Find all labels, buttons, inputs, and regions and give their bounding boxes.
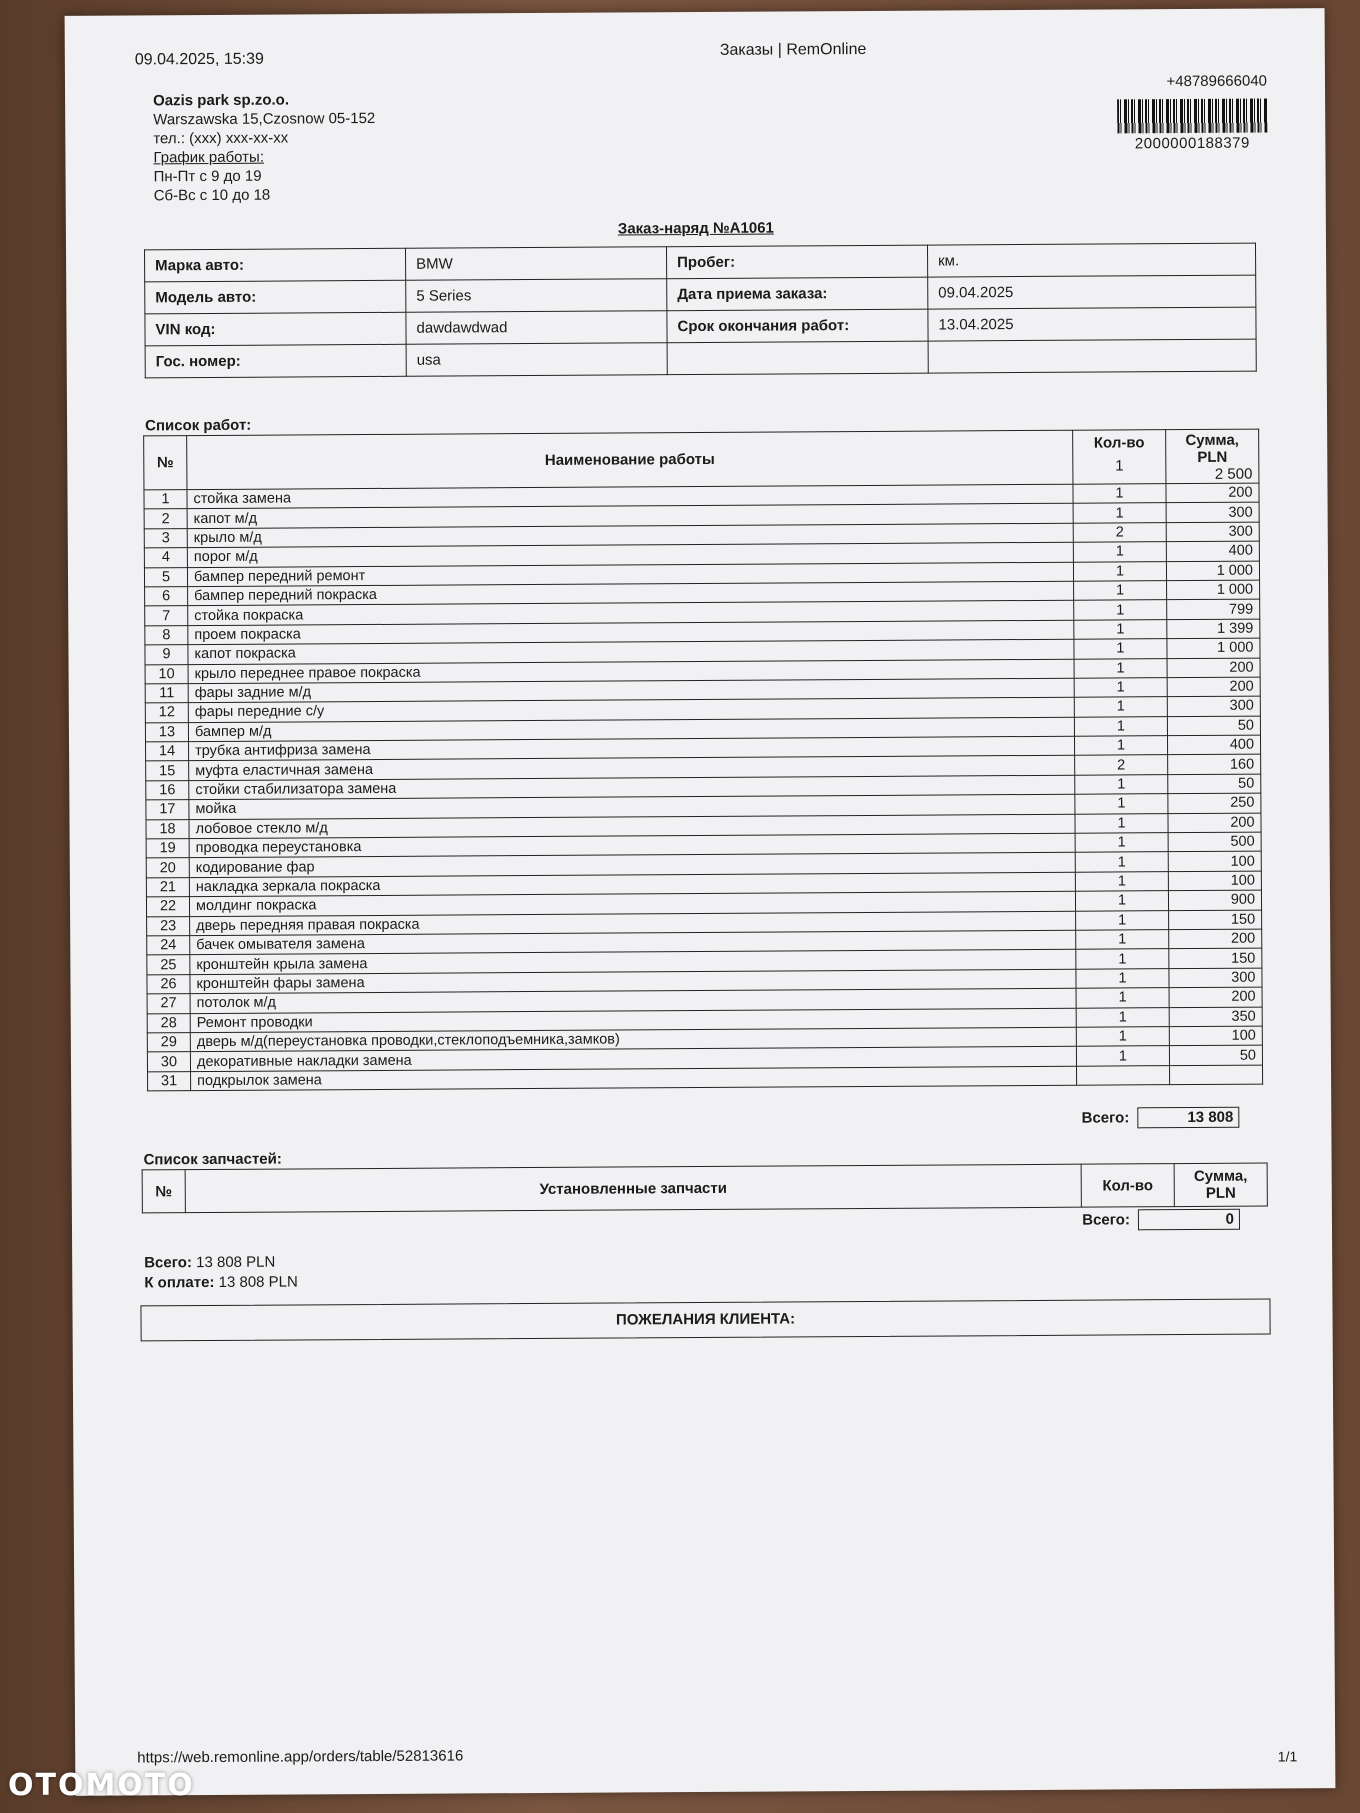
row-name: трубка антифриза замена: [189, 736, 1075, 761]
row-qty: 1: [1073, 503, 1166, 523]
row-number: 8: [145, 625, 188, 645]
row-number: 17: [146, 800, 189, 820]
company-name: Oazis park sp.zo.o.: [153, 91, 290, 110]
row-number: 27: [147, 994, 190, 1014]
end-date-label: Срок окончания работ:: [667, 309, 928, 343]
plate-label: Гос. номер:: [145, 344, 406, 378]
row-qty: 1: [1076, 1046, 1169, 1066]
row-name: проводка переустановка: [189, 833, 1075, 858]
row-number: 7: [145, 606, 188, 626]
row-qty: 1: [1076, 988, 1169, 1008]
row-sum: 100: [1169, 1026, 1262, 1046]
row-sum: 400: [1167, 735, 1260, 755]
works-header-sum: 2 500: [1214, 465, 1253, 483]
row-name: бампер передний покраска: [188, 581, 1074, 606]
row-qty: 1: [1076, 930, 1169, 950]
row-name: проем покраска: [188, 620, 1074, 645]
row-sum: 350: [1169, 1007, 1262, 1027]
row-qty: 1: [1073, 484, 1166, 504]
row-qty: 1: [1075, 833, 1168, 853]
summary-block: [144, 1252, 298, 1293]
mileage-label: Пробег:: [666, 245, 927, 279]
row-name: накладка зеркала покраска: [189, 872, 1075, 897]
row-number: 3: [144, 528, 187, 548]
works-total-value: 13 808: [1137, 1107, 1239, 1129]
row-sum: 1 000: [1167, 580, 1260, 600]
row-name: декоративные накладки замена: [190, 1047, 1076, 1072]
row-qty: 1: [1073, 561, 1166, 581]
row-sum: 50: [1169, 1045, 1262, 1065]
row-sum: 300: [1166, 502, 1259, 522]
row-sum: 300: [1167, 696, 1260, 716]
row-number: 2: [144, 509, 187, 529]
row-sum: 200: [1169, 987, 1262, 1007]
row-number: 11: [145, 684, 188, 704]
works-total: [1082, 1107, 1240, 1129]
row-qty: 2: [1073, 522, 1166, 542]
row-sum: 1 000: [1167, 638, 1260, 658]
plate-value: usa: [406, 343, 667, 377]
row-number: 23: [147, 916, 190, 936]
row-qty: 1: [1076, 1007, 1169, 1027]
row-qty: 2: [1075, 755, 1168, 775]
row-number: 4: [144, 548, 187, 568]
row-sum: 100: [1168, 851, 1261, 871]
row-sum: 1 399: [1167, 619, 1260, 639]
row-qty: 1: [1075, 891, 1168, 911]
row-name: кодирование фар: [189, 853, 1075, 878]
row-sum: [1170, 1065, 1263, 1085]
model-label: Модель авто:: [145, 280, 406, 314]
parts-total-label: Всего:: [1082, 1211, 1131, 1229]
row-name: дверь передняя правая покраска: [190, 911, 1076, 936]
row-name: фары передние с/у: [188, 698, 1074, 723]
footer-page-number: 1/1: [1277, 1748, 1298, 1765]
row-name: крыло м/д: [187, 523, 1073, 548]
row-name: фары задние м/д: [188, 678, 1074, 703]
row-sum: 200: [1167, 677, 1260, 697]
row-name: стойка покраска: [188, 601, 1074, 626]
works-table: [143, 429, 1263, 1092]
schedule-weekend: Сб-Вс с 10 до 18: [153, 186, 271, 205]
print-datetime: 09.04.2025, 15:39: [134, 50, 264, 69]
row-number: 13: [145, 722, 188, 742]
row-name: кронштейн фары замена: [190, 969, 1076, 994]
accept-date-label: Дата приема заказа:: [667, 277, 928, 311]
row-qty: 1: [1075, 813, 1168, 833]
row-name: бампер передний ремонт: [187, 562, 1073, 587]
parts-col-qty: Кол-во: [1081, 1164, 1174, 1208]
summary-pay-label: К оплате:: [144, 1273, 215, 1292]
row-name: капот м/д: [187, 504, 1073, 529]
row-name: Ремонт проводки: [190, 1008, 1076, 1033]
row-name: бачек омывателя замена: [190, 930, 1076, 955]
vin-value: dawdawdwad: [406, 311, 667, 345]
barcode-bars: [1117, 99, 1267, 134]
footer-url: https://web.remonline.app/orders/table/52813616: [137, 1747, 464, 1767]
row-qty: 1: [1074, 581, 1167, 601]
schedule-title: График работы:: [153, 148, 265, 167]
row-qty: 1: [1075, 871, 1168, 891]
row-qty: 1: [1075, 794, 1168, 814]
row-number: 22: [146, 897, 189, 917]
row-sum: 300: [1166, 522, 1259, 542]
row-number: 14: [146, 742, 189, 762]
row-qty: 1: [1074, 619, 1167, 639]
order-document: [65, 8, 1336, 1796]
row-sum: 50: [1168, 774, 1261, 794]
works-col-name: Наименование работы: [187, 430, 1073, 489]
row-name: молдинг покраска: [189, 891, 1075, 916]
empty-cell: [667, 341, 928, 375]
end-date-value: 13.04.2025: [928, 307, 1256, 341]
row-qty: 1: [1073, 542, 1166, 562]
works-col-sum-label: Сумма, PLN: [1185, 431, 1239, 466]
row-qty: 1: [1075, 774, 1168, 794]
works-col-qty-label: Кол-во: [1093, 434, 1145, 452]
row-qty: 1: [1074, 600, 1167, 620]
works-col-qty: [1073, 430, 1166, 485]
row-number: 30: [147, 1052, 190, 1072]
row-number: 20: [146, 858, 189, 878]
parts-table: [142, 1163, 1268, 1214]
row-sum: 799: [1167, 599, 1260, 619]
parts-total: [1082, 1209, 1240, 1231]
company-block: [153, 90, 376, 205]
barcode: [1117, 99, 1267, 153]
row-name: подкрылок замена: [191, 1066, 1077, 1091]
row-sum: 200: [1167, 658, 1260, 678]
row-number: 12: [145, 703, 188, 723]
summary-total-value: 13 808 PLN: [196, 1253, 276, 1272]
row-sum: 900: [1168, 890, 1261, 910]
row-sum: 100: [1168, 871, 1261, 891]
parts-col-num: №: [142, 1170, 185, 1213]
works-rows: [144, 483, 1263, 1091]
row-name: крыло переднее правое покраска: [188, 659, 1074, 684]
row-sum: 200: [1166, 483, 1259, 503]
row-number: 5: [144, 567, 187, 587]
row-name: порог м/д: [187, 542, 1073, 567]
company-tel: тел.: (xxx) xxx-xx-xx: [153, 129, 289, 148]
row-number: 21: [146, 877, 189, 897]
row-name: потолок м/д: [190, 988, 1076, 1013]
row-sum: 300: [1169, 968, 1262, 988]
row-sum: 200: [1169, 929, 1262, 949]
works-col-num: №: [144, 436, 187, 490]
row-sum: 150: [1169, 910, 1262, 930]
row-qty: 1: [1074, 658, 1167, 678]
row-qty: 1: [1075, 852, 1168, 872]
row-qty: 1: [1074, 639, 1167, 659]
row-number: 19: [146, 839, 189, 859]
row-qty: 1: [1074, 716, 1167, 736]
brand-value: BMW: [406, 247, 667, 281]
row-name: капот покраска: [188, 639, 1074, 664]
row-sum: 400: [1166, 541, 1259, 561]
row-name: муфта еластичная замена: [189, 756, 1075, 781]
row-number: 29: [147, 1033, 190, 1053]
row-qty: 1: [1074, 736, 1167, 756]
row-name: мойка: [189, 794, 1075, 819]
row-qty: 1: [1076, 949, 1169, 969]
row-number: 18: [146, 819, 189, 839]
row-number: 9: [145, 645, 188, 665]
row-number: 16: [146, 780, 189, 800]
row-number: 28: [147, 1013, 190, 1033]
empty-cell: [928, 339, 1256, 373]
row-number: 15: [146, 761, 189, 781]
row-sum: 1 000: [1166, 561, 1259, 581]
print-page-title: Заказы | RemOnline: [719, 40, 867, 59]
row-number: 25: [147, 955, 190, 975]
otomoto-watermark: OTOMOTO: [8, 1768, 195, 1803]
row-name: стойка замена: [187, 484, 1073, 509]
works-col-sum: [1166, 429, 1259, 484]
works-total-label: Всего:: [1081, 1109, 1130, 1127]
accept-date-value: 09.04.2025: [928, 275, 1256, 309]
car-info-table: [144, 243, 1257, 379]
row-sum: 50: [1167, 716, 1260, 736]
summary-total-label: Всего:: [144, 1254, 192, 1272]
row-name: кронштейн крыла замена: [190, 950, 1076, 975]
brand-label: Марка авто:: [145, 248, 406, 282]
mileage-value: км.: [927, 243, 1255, 277]
row-sum: 150: [1169, 948, 1262, 968]
row-number: 26: [147, 974, 190, 994]
parts-col-sum: Сумма, PLN: [1174, 1163, 1267, 1207]
row-number: 6: [145, 587, 188, 607]
summary-pay-value: 13 808 PLN: [218, 1273, 298, 1291]
parts-total-value: 0: [1138, 1209, 1240, 1231]
row-number: 10: [145, 664, 188, 684]
row-qty: 1: [1076, 910, 1169, 930]
row-qty: 1: [1074, 678, 1167, 698]
client-wishes-box: ПОЖЕЛАНИЯ КЛИЕНТА:: [140, 1299, 1270, 1342]
works-header-qty: 1: [1115, 457, 1124, 475]
row-qty: 1: [1076, 1027, 1169, 1047]
row-sum: 160: [1168, 755, 1261, 775]
row-qty: 1: [1076, 968, 1169, 988]
parts-col-name: Установленные запчасти: [185, 1164, 1081, 1212]
row-sum: 500: [1168, 832, 1261, 852]
model-value: 5 Series: [406, 279, 667, 313]
row-number: 31: [148, 1071, 191, 1091]
schedule-weekdays: Пн-Пт с 9 до 19: [153, 167, 262, 186]
row-sum: 250: [1168, 793, 1261, 813]
row-sum: 200: [1168, 813, 1261, 833]
parts-section-label: Список запчастей:: [143, 1150, 282, 1169]
row-number: 1: [144, 490, 187, 510]
works-section-label: Список работ:: [145, 416, 252, 435]
row-name: дверь м/д(переустановка проводки,стеклоподъемника,замков): [190, 1027, 1076, 1052]
row-name: бампер м/д: [188, 717, 1074, 742]
order-title: Заказ-наряд №A1061: [617, 219, 774, 238]
row-name: стойки стабилизатора замена: [189, 775, 1075, 800]
contact-phone: +48789666040: [1166, 72, 1268, 91]
row-name: лобовое стекло м/д: [189, 814, 1075, 839]
barcode-number: 2000000188379: [1134, 134, 1250, 153]
company-address: Warszawska 15,Czosnow 05-152: [153, 109, 376, 129]
row-number: 24: [147, 936, 190, 956]
row-qty: [1077, 1065, 1170, 1085]
vin-label: VIN код:: [145, 312, 406, 346]
row-qty: 1: [1074, 697, 1167, 717]
